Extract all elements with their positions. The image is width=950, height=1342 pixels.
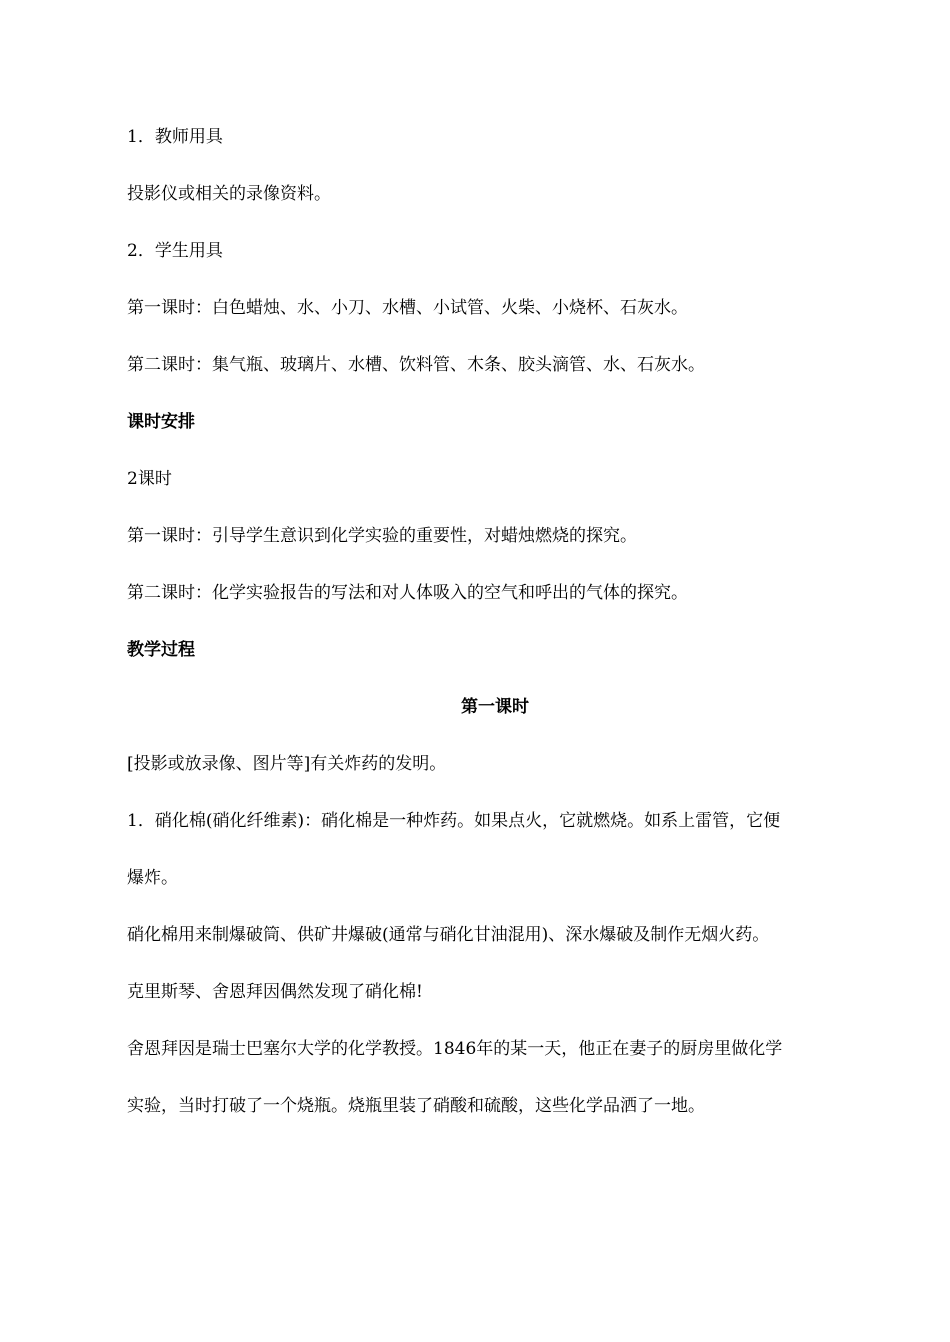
section-heading-schedule: 课时安排 (127, 412, 195, 432)
paragraph: 第二课时：化学实验报告的写法和对人体吸入的空气和呼出的气体的探究。 (127, 583, 688, 603)
paragraph: 舍恩拜因是瑞士巴塞尔大学的化学教授。1846年的某一天，他正在妻子的厨房里做化学 (127, 1039, 783, 1059)
paragraph: 克里斯琴、舍恩拜因偶然发现了硝化棉! (127, 982, 423, 1002)
section-heading-process: 教学过程 (127, 640, 195, 660)
paragraph: 实验，当时打破了一个烧瓶。烧瓶里装了硝酸和硫酸，这些化学品洒了一地。 (127, 1096, 705, 1116)
paragraph: 1．硝化棉(硝化纤维素)：硝化棉是一种炸药。如果点火，它就燃烧。如系上雷管，它便 (127, 811, 781, 831)
teacher-tools-item: 1．教师用具 (127, 127, 223, 147)
paragraph: 爆炸。 (127, 868, 178, 888)
subsection-heading-lesson-one: 第一课时 (461, 697, 529, 717)
paragraph: 硝化棉用来制爆破筒、供矿井爆破(通常与硝化甘油混用)、深水爆破及制作无烟火药。 (127, 925, 770, 945)
paragraph: 2课时 (127, 469, 172, 489)
paragraph: [投影或放录像、图片等]有关炸药的发明。 (127, 754, 447, 774)
paragraph: 投影仪或相关的录像资料。 (127, 184, 331, 204)
paragraph: 第一课时：白色蜡烛、水、小刀、水槽、小试管、火柴、小烧杯、石灰水。 (127, 298, 688, 318)
student-tools-item: 2．学生用具 (127, 241, 223, 261)
paragraph: 第一课时：引导学生意识到化学实验的重要性，对蜡烛燃烧的探究。 (127, 526, 637, 546)
paragraph: 第二课时：集气瓶、玻璃片、水槽、饮料管、木条、胶头滴管、水、石灰水。 (127, 355, 705, 375)
